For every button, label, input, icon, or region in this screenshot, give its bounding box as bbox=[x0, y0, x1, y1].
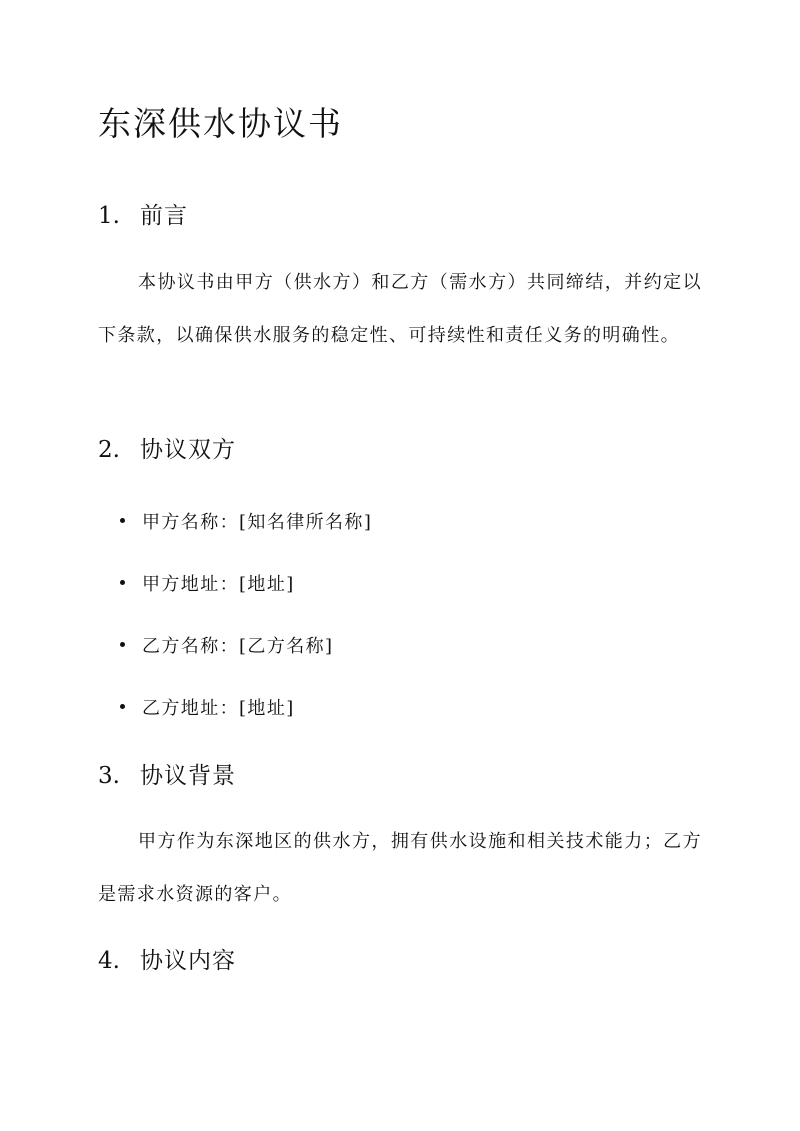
section-number: 1. bbox=[98, 203, 120, 229]
section-number: 3. bbox=[98, 763, 120, 789]
section-title: 协议内容 bbox=[140, 948, 236, 974]
section-title: 协议背景 bbox=[140, 763, 236, 789]
section-heading-content bbox=[98, 942, 236, 975]
section-paragraph-background: 甲方作为东深地区的供水方，拥有供水设施和相关技术能力；乙方是需求水资源的客户。 bbox=[98, 831, 702, 905]
section-title: 协议双方 bbox=[140, 437, 236, 463]
section-title: 前言 bbox=[140, 203, 188, 229]
list-item-text: 乙方名称：[乙方名称] bbox=[142, 636, 334, 657]
section-heading-parties bbox=[98, 431, 236, 464]
bullet-icon bbox=[120, 642, 125, 647]
section-number: 2. bbox=[98, 437, 120, 463]
list-item-text: 甲方名称：[知名律所名称] bbox=[142, 512, 373, 533]
list-item-text: 乙方地址：[地址] bbox=[142, 698, 295, 719]
bullet-icon bbox=[120, 580, 125, 585]
section-heading-preface bbox=[98, 197, 188, 230]
section-heading-background bbox=[98, 757, 236, 790]
list-item-text: 甲方地址：[地址] bbox=[142, 574, 295, 595]
document-title: 东深供水协议书 bbox=[98, 104, 343, 143]
section-number: 4. bbox=[98, 948, 120, 974]
bullet-icon bbox=[120, 518, 125, 523]
section-paragraph-preface: 本协议书由甲方（供水方）和乙方（需水方）共同缔结，并约定以下条款，以确保供水服务的稳定性、可持续性和责任义务的明确性。 bbox=[98, 272, 702, 346]
bullet-icon bbox=[120, 704, 125, 709]
